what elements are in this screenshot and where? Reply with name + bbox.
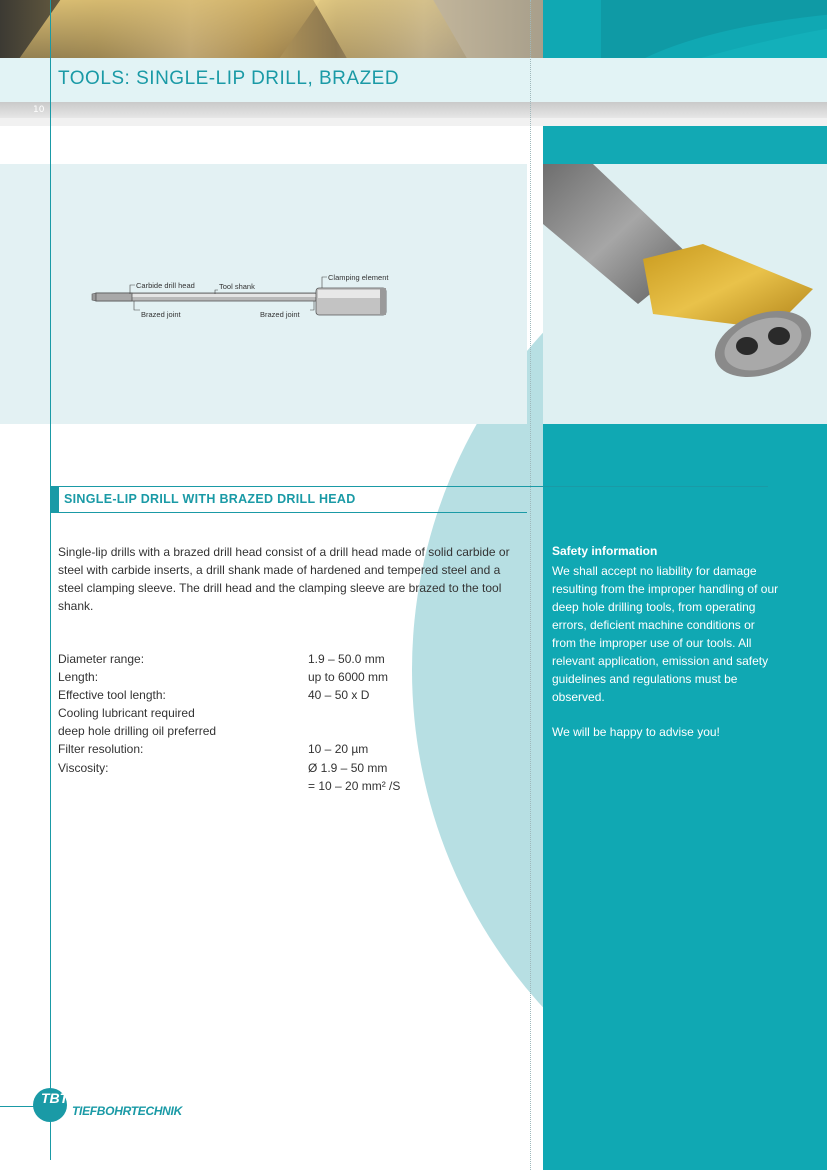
advise-text: We will be happy to advise you! (552, 725, 720, 739)
dotted-rule (530, 0, 531, 1170)
label-clamping-element: Clamping element (328, 273, 389, 282)
page-number: 10 (33, 105, 45, 115)
spec-value: 40 – 50 x D (308, 688, 370, 702)
diagram-panel (0, 164, 527, 424)
spec-label: Diameter range: (58, 652, 145, 666)
label-tool-shank: Tool shank (219, 282, 255, 291)
spec-row (58, 670, 478, 688)
spec-label: deep hole drilling oil preferred (58, 724, 217, 738)
drill-diagram (0, 164, 527, 424)
spec-label: Cooling lubricant required (58, 706, 195, 720)
spec-label: Length: (58, 670, 99, 684)
grey-band-light (0, 118, 827, 126)
section-marker (50, 487, 59, 512)
page-title: TOOLS: SINGLE-LIP DRILL, BRAZED (58, 68, 400, 89)
teal-divider (543, 126, 827, 164)
spec-value: up to 6000 mm (308, 670, 389, 684)
spec-value: 10 – 20 µm (308, 742, 369, 756)
grey-band (0, 102, 827, 118)
label-carbide-drill-head: Carbide drill head (136, 281, 195, 290)
spec-row (58, 688, 478, 706)
spec-row (58, 742, 478, 760)
spec-row (58, 652, 478, 670)
spec-row (58, 779, 478, 797)
spec-value: 1.9 – 50.0 mm (308, 652, 385, 666)
safety-text: We shall accept no liability for damage resulting from the improper handling of our deep hole drilling tools, from operating errors, deficient machine conditions or from the improper use of our tools. All relevant application, emission and safety guidelines and regulations must be observed. (552, 564, 779, 704)
spec-label: Effective tool length: (58, 688, 166, 702)
safety-title: Safety information (552, 544, 658, 558)
spec-row (58, 724, 478, 742)
spec-value: Ø 1.9 – 50 mm (308, 761, 388, 775)
header-photo (0, 0, 543, 58)
logo-mark: TBT (41, 1090, 69, 1106)
spec-value: = 10 – 20 mm² /S (308, 779, 401, 793)
drill-head-photo (543, 164, 827, 424)
logo-name: TIEFBOHRTECHNIK (72, 1104, 182, 1118)
section-bottom-rule (50, 512, 527, 513)
left-rule (50, 0, 51, 1160)
section-top-rule (50, 486, 768, 487)
spec-row (58, 761, 478, 779)
label-brazed-joint-2: Brazed joint (260, 310, 300, 319)
intro-paragraph: Single-lip drills with a brazed drill head consist of a drill head made of solid carbide or steel with carbide inserts, a drill shank made of hardened and tempered steel and a steel clamping sleeve. The drill head and the clamping sleeve are brazed to the tool shank. (58, 545, 510, 613)
label-brazed-joint-1: Brazed joint (141, 310, 181, 319)
drill-tip-shape (92, 293, 96, 301)
section-heading: SINGLE-LIP DRILL WITH BRAZED DRILL HEAD (64, 492, 356, 506)
spec-row (58, 706, 478, 724)
carbide-head-shape (96, 293, 132, 301)
spec-label: Filter resolution: (58, 742, 144, 756)
spec-label: Viscosity: (58, 761, 109, 775)
